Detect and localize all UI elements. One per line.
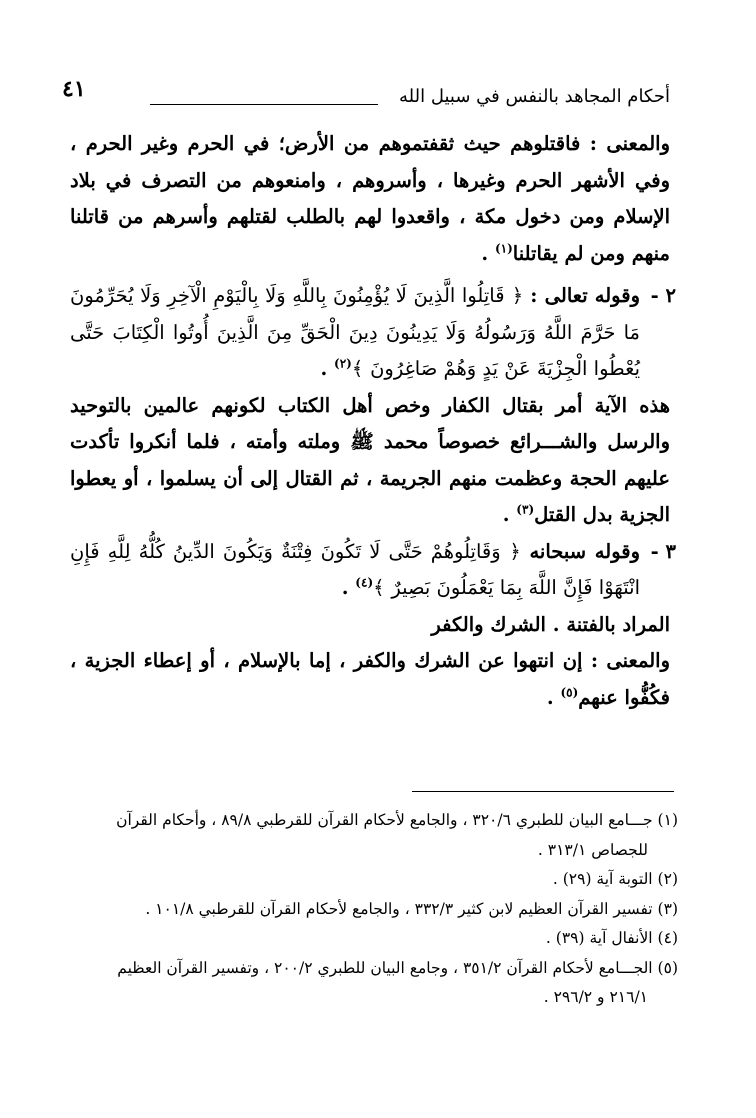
footnote-2: [76, 865, 678, 895]
footnote-number: (٣): [657, 899, 678, 918]
item-intro: وقوله سبحانه: [520, 539, 641, 563]
paragraph-end: .: [546, 685, 561, 709]
paragraph-text: المراد بالفتنة . الشرك والكفر: [431, 612, 670, 636]
footnotes: [76, 806, 678, 1013]
item-end: .: [320, 357, 335, 380]
footnote-5: [76, 954, 678, 984]
ornate-bracket-close: ﴾: [351, 357, 364, 380]
meaning-paragraph-2: [70, 643, 670, 716]
ornate-bracket-open: ﴿: [509, 539, 521, 563]
item-end: .: [341, 576, 356, 599]
footnote-5-continuation: ٢١٦/١ و ٢٩٦/٢ .: [543, 988, 648, 1006]
paragraph-end: .: [481, 241, 495, 265]
footnote-ref-3: (٣): [516, 502, 535, 517]
footnote-1: [76, 806, 678, 836]
item-intro: وقوله تعالى :: [523, 284, 640, 307]
main-text: [70, 126, 676, 716]
item-2: [70, 278, 676, 388]
footnote-4: [76, 924, 678, 954]
quran-verse: قَاتِلُوا الَّذِينَ لَا يُؤْمِنُونَ بِاللَّهِ وَلَا بِالْيَوْمِ الْآخِرِ وَلَا يُحَرِّمُونَ مَا حَرَّمَ اللَّهُ وَرَسُولُهُ وَلَا يَدِينُونَ دِينَ الْحَقِّ مِنَ الَّذِينَ أُوتُوا الْكِتَابَ حَتَّى يُعْطُوا الْجِزْيَةَ عَنْ يَدٍ وَهُمْ صَاغِرُونَ: [70, 284, 640, 380]
paragraph-end: .: [502, 503, 517, 526]
footnote-text: التوبة آية (٢٩) .: [552, 870, 653, 888]
paragraph-text: والمعنى : فاقتلوهم حيث ثقفتموهم من الأرض؛ في الحرم وغير الحرم ، وفي الأشهر الحرم وغيرها ، وأسروهم ، وامنعوهم من التصرف في بلاد الإسلام ومن دخول مكة ، واقعدوا لهم بالطلب لقتلهم وأسرهم من قاتلنا منهم ومن لم يقاتلنا: [70, 132, 670, 265]
ornate-bracket-close: ﴾: [373, 576, 385, 599]
running-title: أحكام المجاهد بالنفس في سبيل الله: [399, 86, 670, 107]
footnote-3: [76, 895, 678, 925]
footnote-number: (٤): [657, 929, 678, 947]
fitna-definition: [70, 607, 670, 644]
page-number: ٤١: [62, 76, 86, 102]
footnote-separator: [412, 791, 674, 792]
footnote-number: (٢): [657, 870, 678, 888]
ornate-bracket-open: ﴿: [511, 284, 524, 307]
footnote-ref-4: (٤): [355, 575, 374, 590]
quran-verse: وَقَاتِلُوهُمْ حَتَّى لَا تَكُونَ فِتْنَةٌ وَيَكُونَ الدِّينُ كُلُّهُ لِلَّهِ فَإِنِ انْتَهَوْا فَإِنَّ اللَّهَ بِمَا يَعْمَلُونَ بَصِيرٌ: [70, 539, 640, 599]
item-3: [70, 534, 676, 607]
footnote-ref-1: (١): [494, 241, 513, 255]
footnote-ref-5: (٥): [560, 685, 579, 699]
tafsir-paragraph: [70, 388, 670, 534]
header-rule: [150, 104, 378, 105]
footnote-text: تفسير القرآن العظيم لابن كثير ٣٣٢/٣ ، والجامع لأحكام القرآن للقرطبي ١٠١/٨ .: [145, 899, 653, 918]
footnote-number: (١): [657, 811, 678, 829]
item-number: ٢ -: [650, 284, 676, 307]
meaning-paragraph: [70, 126, 670, 272]
footnote-1-continuation: للجصاص ٣١٣/١ .: [537, 840, 648, 859]
footnote-text: الأنفال آية (٣٩) .: [545, 929, 653, 947]
item-number: ٣ -: [650, 539, 676, 563]
footnote-text: جـــامع البيان للطبري ٣٢٠/٦ ، والجامع لأحكام القرآن للقرطبي ٨٩/٨ ، وأحكام القرآن: [116, 811, 653, 829]
footnote-ref-2: (٢): [334, 356, 352, 371]
paragraph-text: والمعنى : إن انتهوا عن الشرك والكفر ، إما بالإسلام ، أو إعطاء الجزية ، فكُفُّوا عنهم: [70, 649, 670, 709]
footnote-text: الجـــامع لأحكام القرآن ٣٥١/٢ ، وجامع البيان للطبري ٢٠٠/٢ ، وتفسير القرآن العظيم: [117, 958, 653, 977]
paragraph-text: هذه الآية أمر بقتال الكفار وخص أهل الكتاب لكونهم عالمين بالتوحيد والرسل والشـــرائع خصوصاً محمد ﷺ وملته وأمته ، فلما أنكروا تأكدت عليهم الحجة وعظمت منهم الجريمة ، ثم القتال إلى أن يسلموا ، أو يعطوا الجزية بدل القتل: [70, 393, 670, 526]
footnote-number: (٥): [657, 958, 678, 977]
